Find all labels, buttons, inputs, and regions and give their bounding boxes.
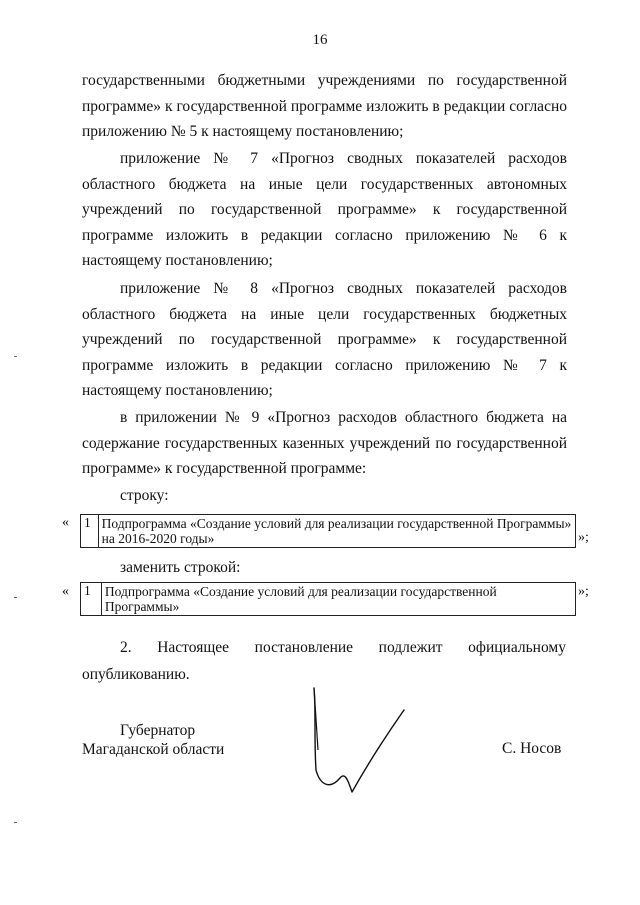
table2-text: Подпрограмма «Создание условий для реализации государственной Программы» xyxy=(104,584,497,614)
clause-2-line xyxy=(120,639,566,657)
row-label: строку: xyxy=(120,487,169,504)
clause-2-word-3: подлежит xyxy=(378,639,443,656)
clause-2-word-2: постановление xyxy=(254,639,354,656)
table1-text: Подпрограмма «Создание условий для реализации государственной Программы» на 2016-2020 годы» xyxy=(101,516,572,546)
table1-num: 1 xyxy=(81,515,99,547)
margin-mark xyxy=(14,597,17,598)
paragraph-2: приложение № 7 «Прогноз сводных показателей расходов областного бюджета на иные цели государственных автономных учреждений по государственной программе» к государственной программе изложить в редакции согласно приложению № 6 к настоящему постановлению; xyxy=(82,150,567,270)
clause-2-number: 2. xyxy=(120,639,132,656)
margin-mark xyxy=(14,356,17,357)
paragraph-1: государственными бюджетными учреждениями по государственной программе» к государственной программе изложить в редакции согласно приложению № 5 к настоящему постановлению; xyxy=(82,72,567,141)
table2-close: »; xyxy=(578,584,589,599)
table2-num: 1 xyxy=(81,583,102,615)
margin-mark xyxy=(14,822,17,823)
signer-title-line1: Губернатор xyxy=(120,722,196,739)
table2-open-quote: « xyxy=(62,584,69,599)
signer-name: С. Носов xyxy=(502,740,562,757)
table1-open-quote: « xyxy=(62,515,69,530)
paragraph-4: в приложении № 9 «Прогноз расходов областного бюджета на содержание государственных казенных учреждений по государственной программе» к государственной программе: xyxy=(82,409,567,478)
clause-2-word-4: официальному xyxy=(468,639,566,656)
page-number: 16 xyxy=(312,32,328,48)
replace-label: заменить строкой: xyxy=(120,559,241,576)
table2-row xyxy=(80,582,576,616)
paragraph-3: приложение № 8 «Прогноз сводных показателей расходов областного бюджета на иные цели государственных бюджетных учреждений по государственной программе» к государственной программе изложить в редакции согласно приложению № 7 к настоящему постановлению; xyxy=(82,280,567,400)
handwritten-signature xyxy=(300,680,420,810)
signer-title-line2: Магаданской области xyxy=(82,741,225,758)
clause-2-continuation: опубликованию. xyxy=(82,666,190,683)
table1-row xyxy=(80,514,576,548)
table1-close: »; xyxy=(578,530,589,545)
clause-2-word-1: Настоящее xyxy=(157,639,230,656)
